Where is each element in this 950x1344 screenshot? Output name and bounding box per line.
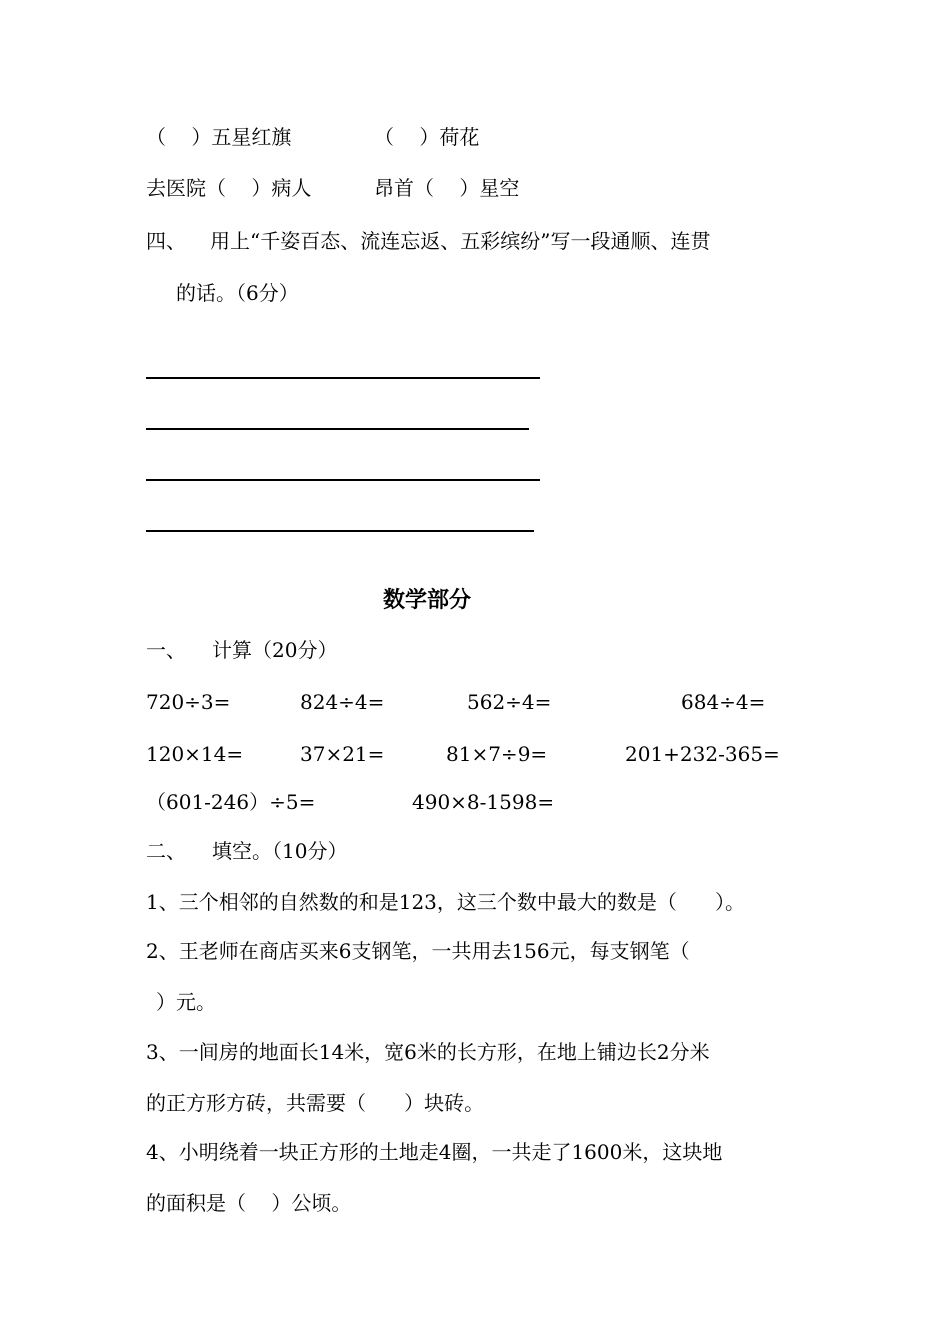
calc-item: 201+232-365=	[625, 742, 780, 766]
fill-row-1-right: （ ）荷花	[374, 125, 480, 149]
math-part-two-title: 填空。（10分）	[212, 839, 348, 863]
fill-question-4: 4、小明绕着一块正方形的土地走4圈，一共走了1600米，这块地	[146, 1140, 723, 1164]
fill-question-3: 3、一间房的地面长14米，宽6米的长方形，在地上铺边长2分米	[146, 1040, 710, 1064]
fill-question-2: 2、王老师在商店买来6支钢笔，一共用去156元，每支钢笔（	[146, 939, 690, 963]
writing-line-3	[146, 479, 540, 481]
math-part-two-number: 二、	[146, 839, 186, 863]
math-part-one-title: 计算（20分）	[212, 638, 338, 662]
fill-row-1-left: （ ）五星红旗	[146, 125, 292, 149]
calc-item: 720÷3=	[146, 690, 231, 714]
calc-item: 490×8-1598=	[412, 790, 555, 814]
question-four-text-continued: 的话。（6分）	[176, 281, 299, 305]
fill-question-1: 1、三个相邻的自然数的和是123，这三个数中最大的数是（ ）。	[146, 890, 746, 914]
question-four-number: 四、	[146, 229, 186, 253]
writing-line-4	[146, 530, 534, 532]
writing-line-2	[146, 428, 529, 430]
fill-question-3-continued: 的正方形方砖，共需要（ ）块砖。	[146, 1091, 485, 1115]
writing-line-1	[146, 377, 540, 379]
fill-row-2-left: 去医院（ ）病人	[146, 176, 312, 200]
calc-item: 81×7÷9=	[446, 742, 548, 766]
calc-item: 120×14=	[146, 742, 244, 766]
calc-item: 684÷4=	[681, 690, 766, 714]
fill-question-2-continued: ）元。	[156, 990, 216, 1014]
question-four-text: 用上“千姿百态、流连忘返、五彩缤纷”写一段通顺、连贯	[210, 229, 711, 253]
calc-item: 37×21=	[300, 742, 385, 766]
fill-question-4-continued: 的面积是（ ）公顷。	[146, 1191, 352, 1215]
calc-item: 562÷4=	[467, 690, 552, 714]
calc-item: （601-246）÷5=	[146, 790, 316, 814]
calc-item: 824÷4=	[300, 690, 385, 714]
fill-row-2-right: 昂首（ ）星空	[374, 176, 520, 200]
math-section-title: 数学部分	[383, 587, 472, 613]
math-part-one-number: 一、	[146, 638, 186, 662]
